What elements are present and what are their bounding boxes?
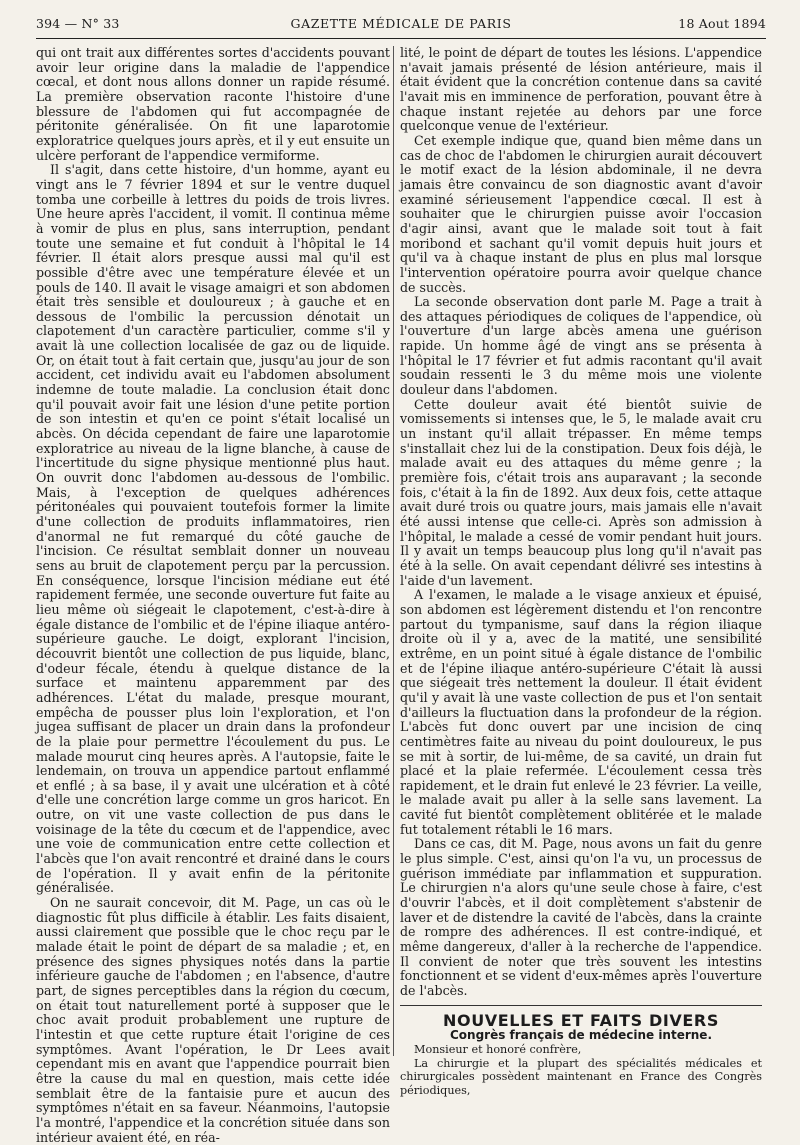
paragraph: La seconde observation dont parle M. Page a trait à des attaques périodiques de coliques de l'appendice, où l'ouverture d'un large abcès amena une guérison rapide. Un homme âgé de vingt ans se présenta à l'hôpital le 17 février et fut admis racontant qu'il avait soudain ressenti le 3 du même mois une violente douleur dans l'abdomen. xyxy=(400,294,762,398)
left-column xyxy=(36,46,390,1145)
journal-title: GAZETTE MÉDICALE DE PARIS xyxy=(290,16,512,31)
section-title: NOUVELLES ET FAITS DIVERS xyxy=(443,1010,719,1030)
news-paragraph: La chirurgie et la plupart des spécialités médicales et chirurgicales possèdent maintenant en France des Congrès périodiques, xyxy=(400,1056,762,1097)
right-column xyxy=(400,46,762,1097)
header-rule xyxy=(36,38,766,39)
column-divider xyxy=(393,46,394,1056)
running-header xyxy=(36,16,766,36)
section-subtitle: Congrès français de médecine interne. xyxy=(449,1028,713,1043)
paragraph: qui ont trait aux différentes sortes d'accidents pouvant avoir leur origine dans la maladie de l'appendice cœcal, et dont nous allons donner un rapide résumé. La première observation raconte l'histoire d'une blessure de l'abdomen qui fut accompagnée de péritonite généralisée. On fit une laparotomie exploratrice quelques jours après, et il y eut ensuite un ulcère perforant de l'appendice vermiforme. xyxy=(36,45,390,163)
paragraph: Cette douleur avait été bientôt suivie de vomissements si intenses que, le 5, le malade avait cru un instant qu'il allait trépasser. En même temps s'installait chez lui de la constipation. Deux fois déjà, le malade avait eu des attaques du même genre ; la première fois, c'était trois ans auparavant ; la seconde fois, c'était à la fin de 1892. Aux deux fois, cette attaque avait duré trois ou quatre jours, mais jamais elle n'avait été aussi intense que celle-ci. Après son admission à l'hôpital, le malade a cessé de vomir pendant huit jours. Il y avait un temps beaucoup plus long qu'il n'avait pas été à la selle. On avait cependant délivré ses intestins à l'aide d'un lavement. xyxy=(400,396,762,588)
page-number: 394 — N° 33 xyxy=(36,16,120,31)
salutation: Monsieur et honoré confrère, xyxy=(414,1042,582,1056)
paragraph: A l'examen, le malade a le visage anxieux et épuisé, son abdomen est légèrement distendu et l'on rencontre partout du tympanisme, sauf dans la région iliaque droite où il y a, avec de la matité, une sensibilité extrême, en un point situé à égale distance de l'ombilic et de l'épine iliaque antéro-supérieure C'était là aussi que siégeait très nettement la douleur. Il était évident qu'il y avait là une vaste collection de pus et l'on sentait d'ailleurs la fluctuation dans la profondeur de la région. L'abcès fut donc ouvert par une incision de cinq centimètres faite au niveau du point douloureux, le pus se mit à sortir, de lui-même, de sa cavité, un drain fut placé et la plaie refermée. L'écoulement cessa très rapidement, et le drain fut enlevé le 23 février. La veille, le malade avait pu aller à la selle sans lavement. La cavité fut bientôt complètement oblitérée et le malade fut totalement rétabli le 16 mars. xyxy=(400,587,762,837)
issue-date: 18 Aout 1894 xyxy=(678,16,766,31)
section-rule xyxy=(400,1005,762,1006)
paragraph: Cet exemple indique que, quand bien même dans un cas de choc de l'abdomen le chirurgien aurait découvert le motif exact de la lésion abdominale, il ne devra jamais être convaincu de son diagnostic avant d'avoir examiné sérieusement l'appendice cœcal. Il est à souhaiter que le chirurgien puisse avoir l'occasion d'agir ainsi, avant que le malade soit tout à fait moribond et sachant qu'il vomit depuis huit jours et qu'il va à chaque instant de plus en plus mal lorsque l'intervention opératoire pourra avoir quelque chance de succès. xyxy=(400,132,762,295)
paragraph: Dans ce cas, dit M. Page, nous avons un fait du genre le plus simple. C'est, ainsi qu'on l'a vu, un processus de guérison immédiate par inflammation et suppuration. Le chirurgien n'a alors qu'une seule chose à faire, c'est d'ouvrir l'abcès, et il doit complètement s'abstenir de laver et de distendre la cavité de l'abcès, dans la crainte de rompre des adhérences. Il est contre-indiqué, et même dangereux, d'aller à la recherche de l'appendice. Il convient de noter que très souvent les intestins fonctionnent et se vident d'eux-mêmes après l'ouverture de l'abcès. xyxy=(400,836,762,998)
paragraph: Il s'agit, dans cette histoire, d'un homme, ayant eu vingt ans le 7 février 1894 et sur le ventre duquel tomba une corbeille à lettres du poids de trois livres. Une heure après l'accident, il vomit. Il continua même à vomir de plus en plus, sans interruption, pendant toute une semaine et fut conduit à l'hôpital le 14 février. Il était alors presque aussi mal qu'il est possible d'être avec une température élevée et un pouls de 140. Il avait le visage amaigri et son abdomen était très sensible et douloureux ; à gauche et en dessous de l'ombilic la percussion dénotait un clapotement d'un caractère particulier, comme s'il y avait là une collection localisée de gaz ou de liquide. Or, on était tout à fait certain que, jusqu'au jour de son accident, cet individu avait eu l'abdomen absolument indemne de toute maladie. La conclusion était donc qu'il pouvait avoir fait une lésion d'une petite portion de son intestin et qu'en ce point s'était localisé un abcès. On décida cependant de faire une laparotomie exploratrice au niveau de la ligne blanche, à cause de l'incertitude du signe physique mentionné plus haut. On ouvrit donc l'abdomen au-dessous de l'ombilic. Mais, à l'exception de quelques adhérences péritonéales qui pouvaient toutefois former la limite d'une collection de produits inflammatoires, rien d'anormal ne fut remarqué du côté gauche de l'incision. Ce résultat semblait donner un nouveau sens au bruit de clapotement perçu par la percussion. En conséquence, lorsque l'incision médiane eut été rapidement fermée, une seconde ouverture fut faite au lieu même où siégeait le clapotement, c'est-à-dire à égale distance de l'ombilic et de l'épine iliaque antéro-supérieure gauche. Le doigt, explorant l'incision, découvrit bientôt une collection de pus liquide, blanc, d'odeur fécale, étendu à quelque distance de la surface et maintenu apparemment par des adhérences. L'état du malade, presque mourant, empêcha de pousser plus loin l'exploration, et l'on jugea suffisant de placer un drain dans la profondeur de la plaie pour permettre l'écoulement du pus. Le malade mourut cinq heures après. A l'autopsie, faite le lendemain, on trouva un appendice partout enflammé et enflé ; à sa base, il y avait une ulcération et à côté d'elle une concrétion large comme un gros haricot. En outre, on vit une vaste collection de pus dans le voisinage de la tête du cœcum et de l'appendice, avec une voie de communication entre cette collection et l'abcès que l'on avait rencontré et drainé dans le cours de l'opération. Il y avait enfin de la péritonite généralisée. xyxy=(36,162,390,896)
paragraph: On ne saurait concevoir, dit M. Page, un cas où le diagnostic fût plus difficile à établir. Les faits disaient, aussi clairement que possible que le choc reçu par le malade était le point de départ de sa maladie ; et, en présence des signes physiques notés dans la partie inférieure gauche de l'abdomen ; en l'absence, d'autre part, de signes perceptibles dans la région du cœcum, on était tout naturellement porté à supposer que le choc avait produit probablement une rupture de l'intestin et que cette rupture était l'origine de ces symptômes. Avant l'opération, le Dr Lees avait cependant mis en avant que l'appendice pourrait bien être la cause du mal en question, mais cette idée semblait être de la fantaisie pure et aucun des symptômes n'était en sa faveur. Néanmoins, l'autopsie l'a montré, l'appendice et la concrétion située dans son intérieur avaient été, en réa- xyxy=(36,895,390,1145)
paragraph: lité, le point de départ de toutes les lésions. L'appendice n'avait jamais présenté de lésion antérieure, mais il était évident que la concrétion contenue dans sa cavité l'avait mis en imminence de perforation, pouvant être à chaque instant rejetée au dehors par une force quelconque venue de l'extérieur. xyxy=(400,45,762,134)
